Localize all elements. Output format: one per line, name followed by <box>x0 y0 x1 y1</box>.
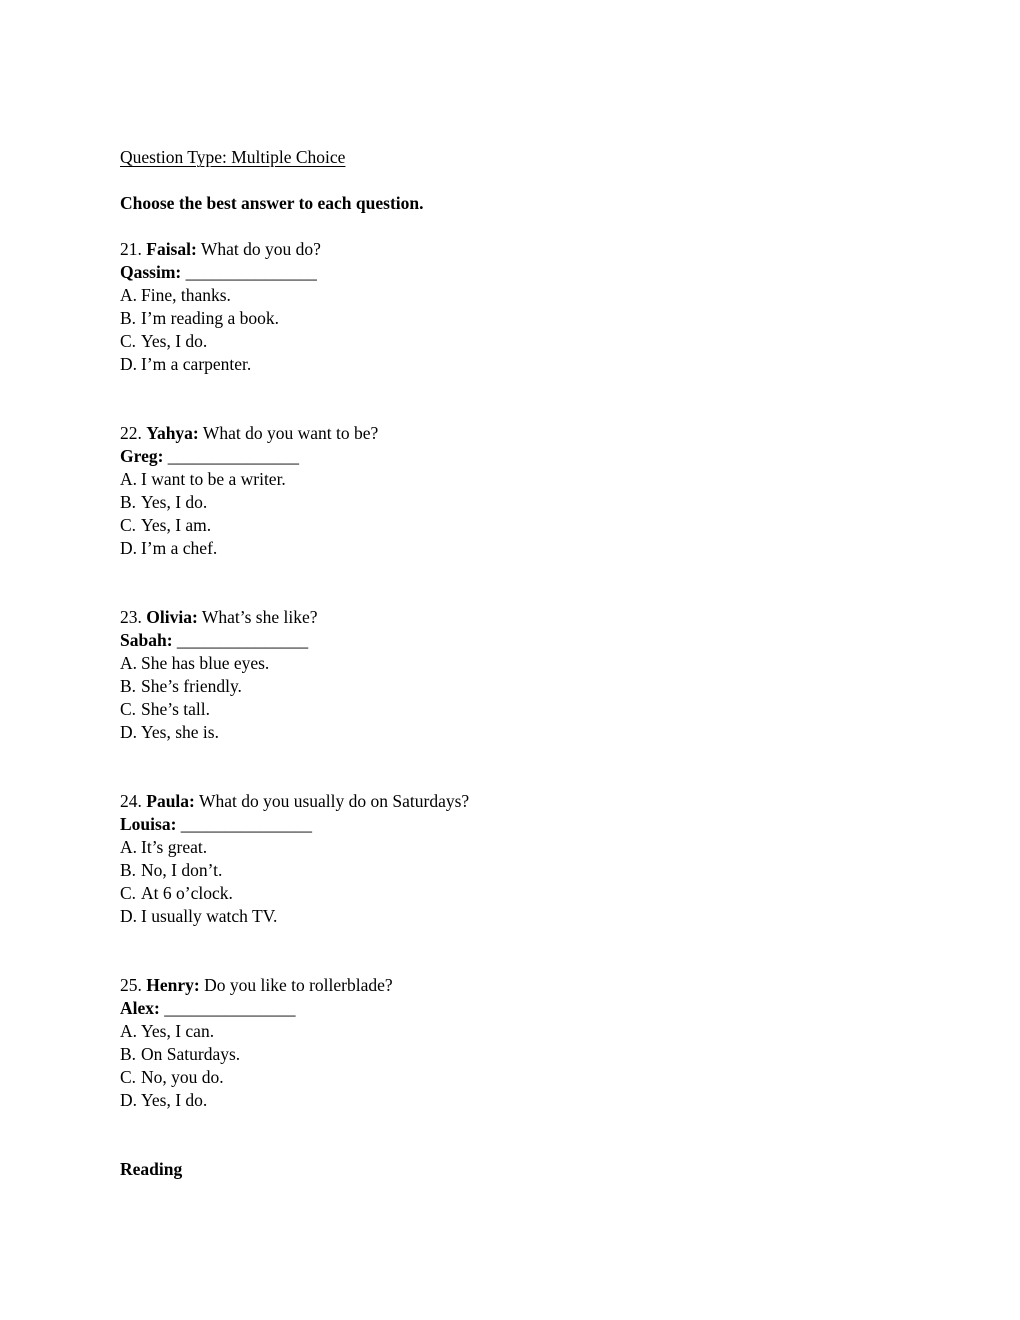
question-text: Do you like to rollerblade? <box>204 975 393 995</box>
question-text: What do you do? <box>200 239 321 259</box>
question-prompt-line <box>120 974 920 997</box>
option-text: Yes, I do. <box>141 1090 208 1110</box>
option-line <box>120 652 920 675</box>
asker-name: Paula: <box>146 791 195 811</box>
option-line <box>120 307 920 330</box>
option-text: Yes, she is. <box>141 722 219 742</box>
option-line <box>120 698 920 721</box>
option-text: She’s friendly. <box>141 676 242 696</box>
option-letter: B. <box>120 1044 137 1064</box>
option-text: Fine, thanks. <box>141 285 231 305</box>
option-line <box>120 468 920 491</box>
option-letter: D. <box>120 538 138 558</box>
option-letter: D. <box>120 1090 138 1110</box>
question-text: What do you want to be? <box>202 423 379 443</box>
responder-name: Greg: <box>120 446 164 466</box>
answer-blank: _______________ <box>185 262 317 282</box>
option-letter: C. <box>120 515 137 535</box>
responder-name: Sabah: <box>120 630 173 650</box>
answer-blank: _______________ <box>180 814 313 834</box>
option-text: At 6 o’clock. <box>141 883 233 903</box>
option-letter: A. <box>120 837 138 857</box>
option-letter: C. <box>120 1067 137 1087</box>
option-letter: A. <box>120 653 138 673</box>
option-line <box>120 1066 920 1089</box>
question-prompt-line <box>120 790 920 813</box>
question-text: What’s she like? <box>201 607 318 627</box>
question-text: What do you usually do on Saturdays? <box>198 791 470 811</box>
option-text: I’m a carpenter. <box>141 354 252 374</box>
option-line <box>120 1043 920 1066</box>
asker-name: Faisal: <box>146 239 197 259</box>
option-text: Yes, I do. <box>141 492 208 512</box>
option-letter: C. <box>120 699 137 719</box>
question-block-23 <box>120 606 920 744</box>
option-line <box>120 1020 920 1043</box>
question-block-22 <box>120 422 920 560</box>
option-letter: C. <box>120 883 137 903</box>
question-prompt-line <box>120 606 920 629</box>
option-text: No, you do. <box>141 1067 224 1087</box>
option-letter: D. <box>120 906 138 926</box>
question-block-25 <box>120 974 920 1112</box>
question-prompt-line <box>120 422 920 445</box>
question-number: 21. <box>120 239 142 259</box>
response-line <box>120 997 920 1020</box>
option-letter: B. <box>120 308 137 328</box>
question-number: 22. <box>120 423 142 443</box>
option-letter: A. <box>120 469 138 489</box>
option-letter: D. <box>120 722 138 742</box>
option-line <box>120 491 920 514</box>
option-line <box>120 882 920 905</box>
response-line <box>120 445 920 468</box>
question-number: 25. <box>120 975 142 995</box>
option-text: Yes, I can. <box>141 1021 215 1041</box>
answer-blank: _______________ <box>167 446 300 466</box>
answer-blank: _______________ <box>176 630 309 650</box>
option-letter: B. <box>120 860 137 880</box>
option-line <box>120 514 920 537</box>
option-text: I usually watch TV. <box>141 906 278 926</box>
option-line <box>120 1089 920 1112</box>
question-block-21 <box>120 238 920 376</box>
option-line <box>120 836 920 859</box>
option-line <box>120 859 920 882</box>
option-letter: A. <box>120 285 138 305</box>
option-line <box>120 675 920 698</box>
option-text: No, I don’t. <box>141 860 223 880</box>
option-line <box>120 353 920 376</box>
question-block-24 <box>120 790 920 928</box>
option-letter: B. <box>120 492 137 512</box>
section-title: Question Type: Multiple Choice <box>120 147 346 167</box>
asker-name: Yahya: <box>146 423 199 443</box>
response-line <box>120 813 920 836</box>
response-line <box>120 261 920 284</box>
instruction-text: Choose the best answer to each question. <box>120 193 424 213</box>
question-number: 23. <box>120 607 142 627</box>
answer-blank: _______________ <box>164 998 296 1018</box>
option-text: I’m reading a book. <box>141 308 280 328</box>
option-text: It’s great. <box>141 837 208 857</box>
option-line <box>120 284 920 307</box>
option-text: On Saturdays. <box>141 1044 241 1064</box>
asker-name: Henry: <box>146 975 200 995</box>
responder-name: Louisa: <box>120 814 177 834</box>
responder-name: Alex: <box>120 998 160 1018</box>
question-prompt-line <box>120 238 920 261</box>
option-letter: B. <box>120 676 137 696</box>
question-number: 24. <box>120 791 142 811</box>
option-text: She’s tall. <box>141 699 211 719</box>
option-letter: D. <box>120 354 138 374</box>
option-line <box>120 721 920 744</box>
option-line <box>120 330 920 353</box>
option-text: She has blue eyes. <box>141 653 270 673</box>
response-line <box>120 629 920 652</box>
option-letter: A. <box>120 1021 138 1041</box>
document-page <box>120 146 920 1181</box>
asker-name: Olivia: <box>146 607 198 627</box>
option-text: Yes, I am. <box>141 515 212 535</box>
next-section-heading: Reading <box>120 1159 183 1179</box>
option-text: I’m a chef. <box>141 538 218 558</box>
option-text: Yes, I do. <box>141 331 208 351</box>
responder-name: Qassim: <box>120 262 182 282</box>
option-line <box>120 537 920 560</box>
option-text: I want to be a writer. <box>141 469 286 489</box>
option-letter: C. <box>120 331 137 351</box>
option-line <box>120 905 920 928</box>
